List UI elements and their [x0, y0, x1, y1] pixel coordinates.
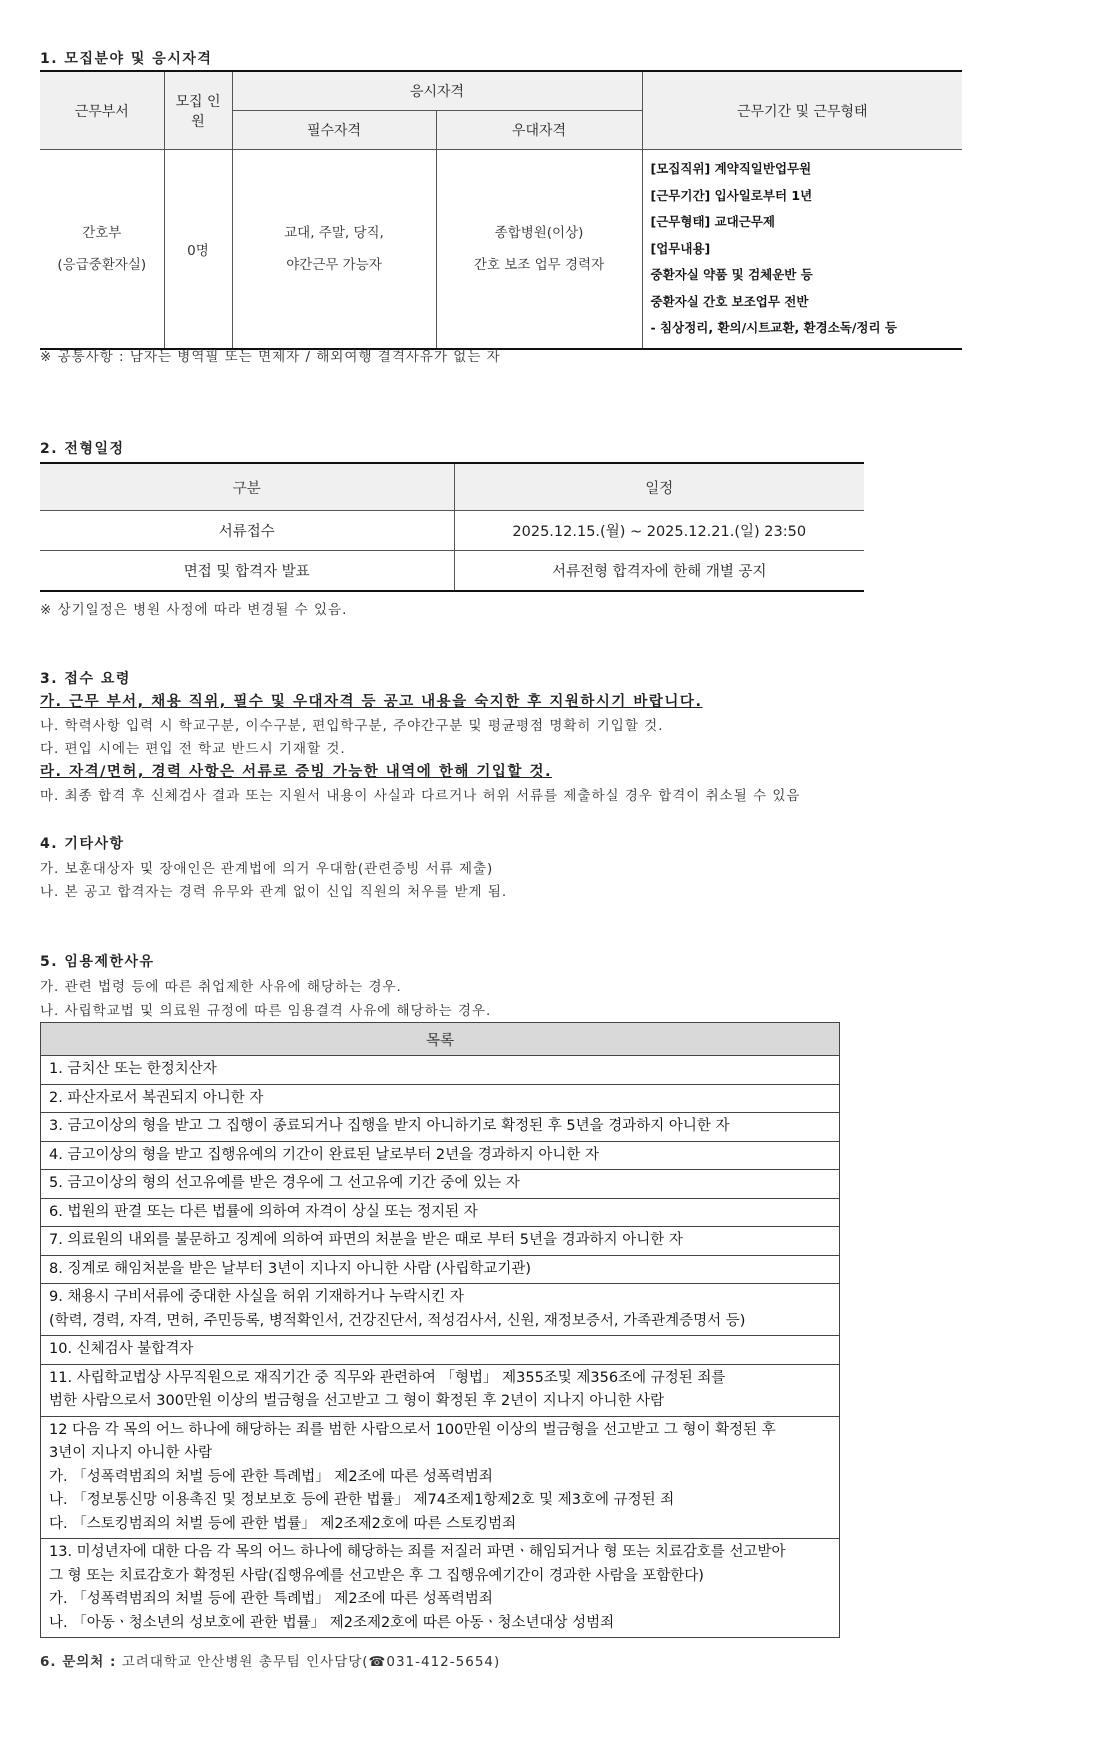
- section-6-contact: [40, 1650, 500, 1670]
- list-item: [41, 1539, 840, 1638]
- list-item-text: 6. 법원의 판결 또는 다른 법률에 의하여 자격이 상실 또는 정지된 자: [49, 1203, 478, 1220]
- cell-required: [232, 150, 436, 349]
- required-line-2: 야간근무 가능자: [286, 256, 382, 273]
- header-count: 모집 인원: [164, 71, 232, 150]
- list-item-text: 3. 금고이상의 형을 받고 그 집행이 종료되거나 집행을 받지 아니하기로 확정된 후 5년을 경과하지 아니한 자: [49, 1118, 730, 1134]
- section-5-item: 나. 사립학교법 및 의료원 규정에 따른 임용결격 사유에 해당하는 경우.: [40, 1003, 492, 1019]
- section-3-item: 가. 근무 부서, 채용 직위, 필수 및 우대자격 등 공고 내용을 숙지한 후 지원하시기 바랍니다.: [40, 694, 703, 710]
- condition-line: [근무형태] 교대근무제: [650, 214, 775, 229]
- list-item-text: 가. 「성폭력범죄의 처벌 등에 관한 특례법」 제2조에 따른 성폭력범죄: [49, 1591, 493, 1607]
- list-header: 목록: [41, 1023, 840, 1056]
- preferred-line-1: 종합병원(이상): [494, 224, 584, 241]
- list-item: [41, 1416, 840, 1539]
- header-required: 필수자격: [232, 111, 436, 150]
- header-category: 구분: [40, 463, 454, 511]
- schedule-date: 서류전형 합격자에 한해 개별 공지: [454, 551, 864, 592]
- header-dept: 근무부서: [40, 71, 164, 150]
- section-3-item: 마. 최종 합격 후 신체검사 결과 또는 지원서 내용이 사실과 다르거나 허위 서류를 제출하실 경우 합격이 취소될 수 있음: [40, 788, 801, 804]
- header-schedule: 일정: [454, 463, 864, 511]
- list-item: [41, 1113, 840, 1142]
- list-item: [41, 1364, 840, 1416]
- cell-dept: [40, 150, 164, 349]
- condition-line: 중환자실 약품 및 검체운반 등: [650, 267, 813, 282]
- header-period: 근무기간 및 근무형태: [642, 71, 962, 150]
- list-item-text: 나. 「정보통신망 이용촉진 및 정보보호 등에 관한 법률」 제74조제1항제2호 및 제3호에 규정된 죄: [49, 1492, 675, 1508]
- list-item: [41, 1284, 840, 1336]
- section-1-note: ※ 공통사항 : 남자는 병역필 또는 면제자 / 해외여행 결격사유가 없는 자: [40, 349, 501, 365]
- dept-name: 간호부: [82, 224, 122, 241]
- condition-line: 중환자실 간호 보조업무 전반: [650, 293, 809, 309]
- schedule-table: [40, 462, 864, 592]
- condition-line: [모집직위] 계약직일반업무원: [650, 161, 812, 176]
- list-item-text: 8. 징계로 해임처분을 받은 날부터 3년이 지나지 아니한 사람 (사립학교기관): [49, 1260, 532, 1277]
- list-item-text: 11. 사립학교법상 사무직원으로 재직기간 중 직무와 관련하여 「형법」 제355조및 제356조에 규정된 죄를: [49, 1369, 726, 1386]
- list-item-text: 범한 사람으로서 300만원 이상의 벌금형을 선고받고 그 형이 확정된 후 2년이 지나지 아니한 사람: [49, 1393, 665, 1409]
- list-item: [41, 1255, 840, 1284]
- list-item: [41, 1056, 840, 1085]
- list-item-text: 4. 금고이상의 형을 받고 집행유예의 기간이 완료된 날로부터 2년을 경과하지 아니한 자: [49, 1146, 599, 1163]
- condition-line: [근무기간] 입사일로부터 1년: [650, 187, 813, 203]
- list-item-text: 12 다음 각 목의 어느 하나에 해당하는 죄를 범한 사람으로서 100만원 이상의 벌금형을 선고받고 그 형이 확정된 후: [49, 1421, 776, 1438]
- section-2-heading: 2. 전형일정: [40, 441, 125, 457]
- list-item-text: 2. 파산자로서 복권되지 아니한 자: [49, 1089, 264, 1106]
- list-item: [41, 1336, 840, 1365]
- cell-conditions: [642, 150, 962, 349]
- section-5-heading: 5. 임용제한사유: [40, 954, 155, 970]
- cell-count: 0명: [164, 150, 232, 349]
- list-item-text: 나. 「아동ㆍ청소년의 성보호에 관한 법률」 제2조제2호에 따른 아동ㆍ청소년대상 성범죄: [49, 1614, 615, 1631]
- schedule-date: 2025.12.15.(월) ~ 2025.12.21.(일) 23:50: [454, 511, 864, 551]
- list-item-text: 13. 미성년자에 대한 다음 각 목의 어느 하나에 해당하는 죄를 저질러 파면ㆍ해임되거나 형 또는 치료감호를 선고받아: [49, 1544, 786, 1560]
- table-row: [40, 511, 864, 551]
- schedule-category: 면접 및 합격자 발표: [40, 551, 454, 592]
- table-row: [40, 551, 864, 592]
- list-item: [41, 1084, 840, 1113]
- list-item-text: 5. 금고이상의 형의 선고유예를 받은 경우에 그 선고유예 기간 중에 있는 자: [49, 1175, 520, 1191]
- section-4-item: 가. 보훈대상자 및 장애인은 관계법에 의거 우대함(관련증빙 서류 제출): [40, 861, 494, 877]
- section-5-item: 가. 관련 법령 등에 따른 취업제한 사유에 해당하는 경우.: [40, 979, 402, 995]
- list-item-text: 10. 신체검사 불합격자: [49, 1341, 194, 1357]
- section-3-item: 다. 편입 시에는 편입 전 학교 반드시 기재할 것.: [40, 741, 346, 757]
- list-item-text: 1. 금치산 또는 한정치산자: [49, 1061, 217, 1077]
- section-4-heading: 4. 기타사항: [40, 836, 125, 852]
- list-item: [41, 1141, 840, 1170]
- disqualification-list: [40, 1022, 840, 1638]
- preferred-line-2: 간호 보조 업무 경력자: [473, 256, 605, 273]
- header-preferred: 우대자격: [436, 111, 642, 150]
- condition-line: [업무내용]: [650, 240, 711, 256]
- header-qualification: 응시자격: [232, 71, 642, 111]
- list-item-text: 9. 채용시 구비서류에 중대한 사실을 허위 기재하거나 누락시킨 자: [49, 1289, 464, 1305]
- section-3-item: 라. 자격/면허, 경력 사항은 서류로 증빙 가능한 내역에 한해 기입할 것.: [40, 764, 552, 780]
- section-2-note: ※ 상기일정은 병원 사정에 따라 변경될 수 있음.: [40, 602, 348, 618]
- list-item: [41, 1227, 840, 1256]
- list-item-text: 가. 「성폭력범죄의 처벌 등에 관한 특례법」 제2조에 따른 성폭력범죄: [49, 1468, 493, 1485]
- section-3-item: 나. 학력사항 입력 시 학교구분, 이수구분, 편입학구분, 주야간구분 및 평균평점 명확히 기입할 것.: [40, 718, 664, 734]
- section-1-heading: 1. 모집분야 및 응시자격: [40, 51, 213, 67]
- required-line-1: 교대, 주말, 당직,: [284, 224, 384, 241]
- dept-unit: (응급중환자실): [57, 256, 147, 273]
- contact-label: 6. 문의처 :: [40, 1654, 117, 1670]
- list-item-text: 7. 의료원의 내외를 불문하고 징계에 의하여 파면의 처분을 받은 때로 부터 5년을 경과하지 아니한 자: [49, 1232, 683, 1248]
- schedule-category: 서류접수: [40, 511, 454, 551]
- cell-preferred: [436, 150, 642, 349]
- list-item: [41, 1170, 840, 1199]
- section-3-heading: 3. 접수 요령: [40, 671, 131, 687]
- recruitment-table: [40, 70, 962, 350]
- list-item-text: (학력, 경력, 자격, 면허, 주민등록, 병적확인서, 건강진단서, 적성검사서, 신원, 재정보증서, 가족관계증명서 등): [49, 1312, 746, 1329]
- list-item: [41, 1198, 840, 1227]
- condition-line: - 침상정리, 환의/시트교환, 환경소독/정리 등: [650, 320, 897, 335]
- contact-value: 고려대학교 안산병원 총무팀 인사담당(☎031-412-5654): [121, 1654, 501, 1670]
- list-item-text: 그 형 또는 치료감호가 확정된 사람(집행유예를 선고받은 후 그 집행유예기간이 경과한 사람을 포함한다): [49, 1567, 704, 1584]
- list-item-text: 3년이 지나지 아니한 사람: [49, 1445, 213, 1461]
- list-item-text: 다. 「스토킹범죄의 처벌 등에 관한 법률」 제2조제2호에 따른 스토킹범죄: [49, 1515, 517, 1532]
- section-4-item: 나. 본 공고 합격자는 경력 유무와 관계 없이 신입 직원의 처우를 받게 됨.: [40, 884, 508, 900]
